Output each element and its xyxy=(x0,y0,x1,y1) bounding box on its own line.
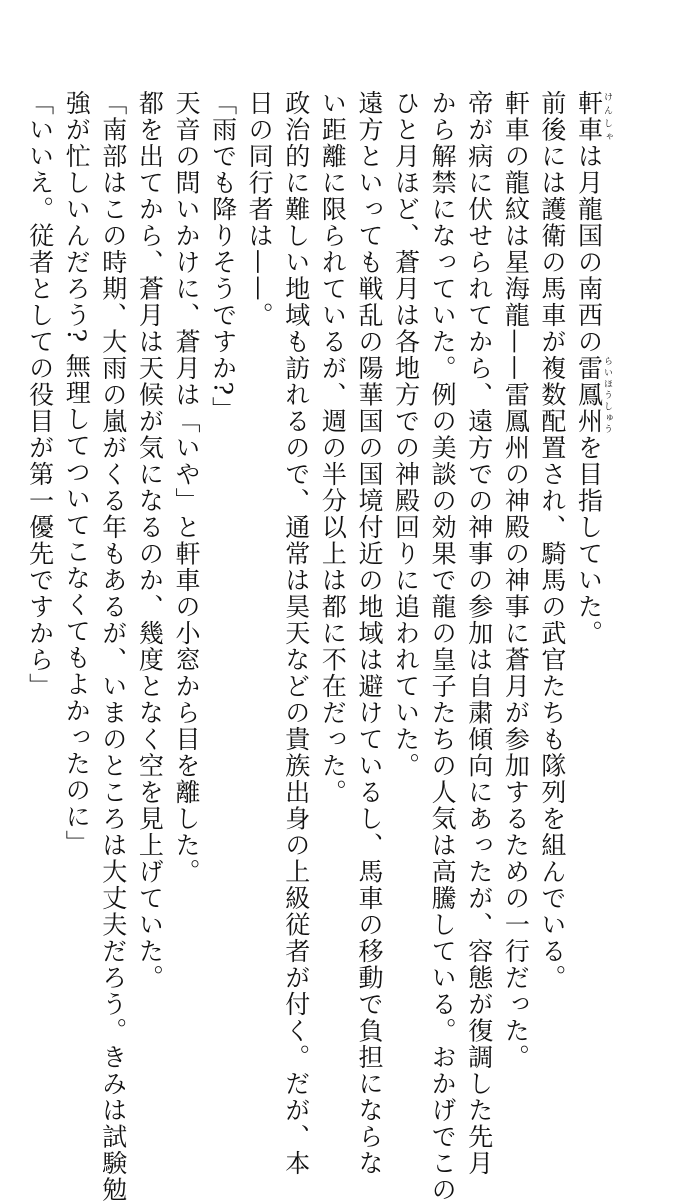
text-line: 都を出てから、蒼月は天候が気になるのか、幾度となく空を見上げていた。 xyxy=(135,90,165,991)
text-line: から解禁になっていた。例の美談の効果で龍の皇子たちの人気は高騰している。おかげでこの xyxy=(428,90,458,1203)
text-line: 強が忙しいんだろう? 無理してついてこなくてもよかったのに」 xyxy=(62,90,92,857)
text-line: 「いいえ。従者としての役目が第一優先ですから」 xyxy=(25,90,55,700)
text-line: 軒車けんしゃは月龍国の南西の雷鳳州らいほうしゅうを目指していた。 xyxy=(574,90,612,647)
text-line: 「南部はこの時期、大雨の嵐がくる年もあるが、いまのところは大丈夫だろう。きみは試験勉 xyxy=(98,90,128,1203)
ruby-reading: けんしゃ xyxy=(602,90,612,143)
ruby-annotation: 軒車けんしゃ xyxy=(574,90,612,143)
text-line: 日の同行者は——。 xyxy=(245,90,275,329)
text-line: 「雨でも降りそうですか?」 xyxy=(208,90,238,423)
text-line: 天音の問いかけに、蒼月は「いや」と軒車の小窓から目を離した。 xyxy=(171,90,201,885)
vertical-text-block xyxy=(21,90,612,1203)
text-line: 政治的に難しい地域も訪れるので、通常は昊天などの貴族出身の上級従者が付く。だが、本 xyxy=(281,90,311,1177)
text-line: い距離に限られているが、週の半分以上は都に不在だった。 xyxy=(318,90,348,806)
text-line: 遠方といっても戦乱の陽華国の国境付近の地域は避けているし、馬車の移動で負担にならな xyxy=(354,90,384,1177)
text-line: 軒車の龍紋は星海龍——雷鳳州の神殿の神事に蒼月が参加するための一行だった。 xyxy=(501,90,531,1071)
ruby-reading: らいほうしゅう xyxy=(602,355,612,435)
text-line: ひと月ほど、蒼月は各地方での神殿回りに追われていた。 xyxy=(391,90,421,779)
text-line: 帝が病に伏せられてから、遠方での神事の参加は自粛傾向にあったが、容態が復調した先月 xyxy=(464,90,494,1177)
text-line: 前後には護衛の馬車が複数配置され、騎馬の武官たちも隊列を組んでいる。 xyxy=(537,90,567,991)
ruby-annotation: 雷鳳州らいほうしゅう xyxy=(574,355,612,435)
